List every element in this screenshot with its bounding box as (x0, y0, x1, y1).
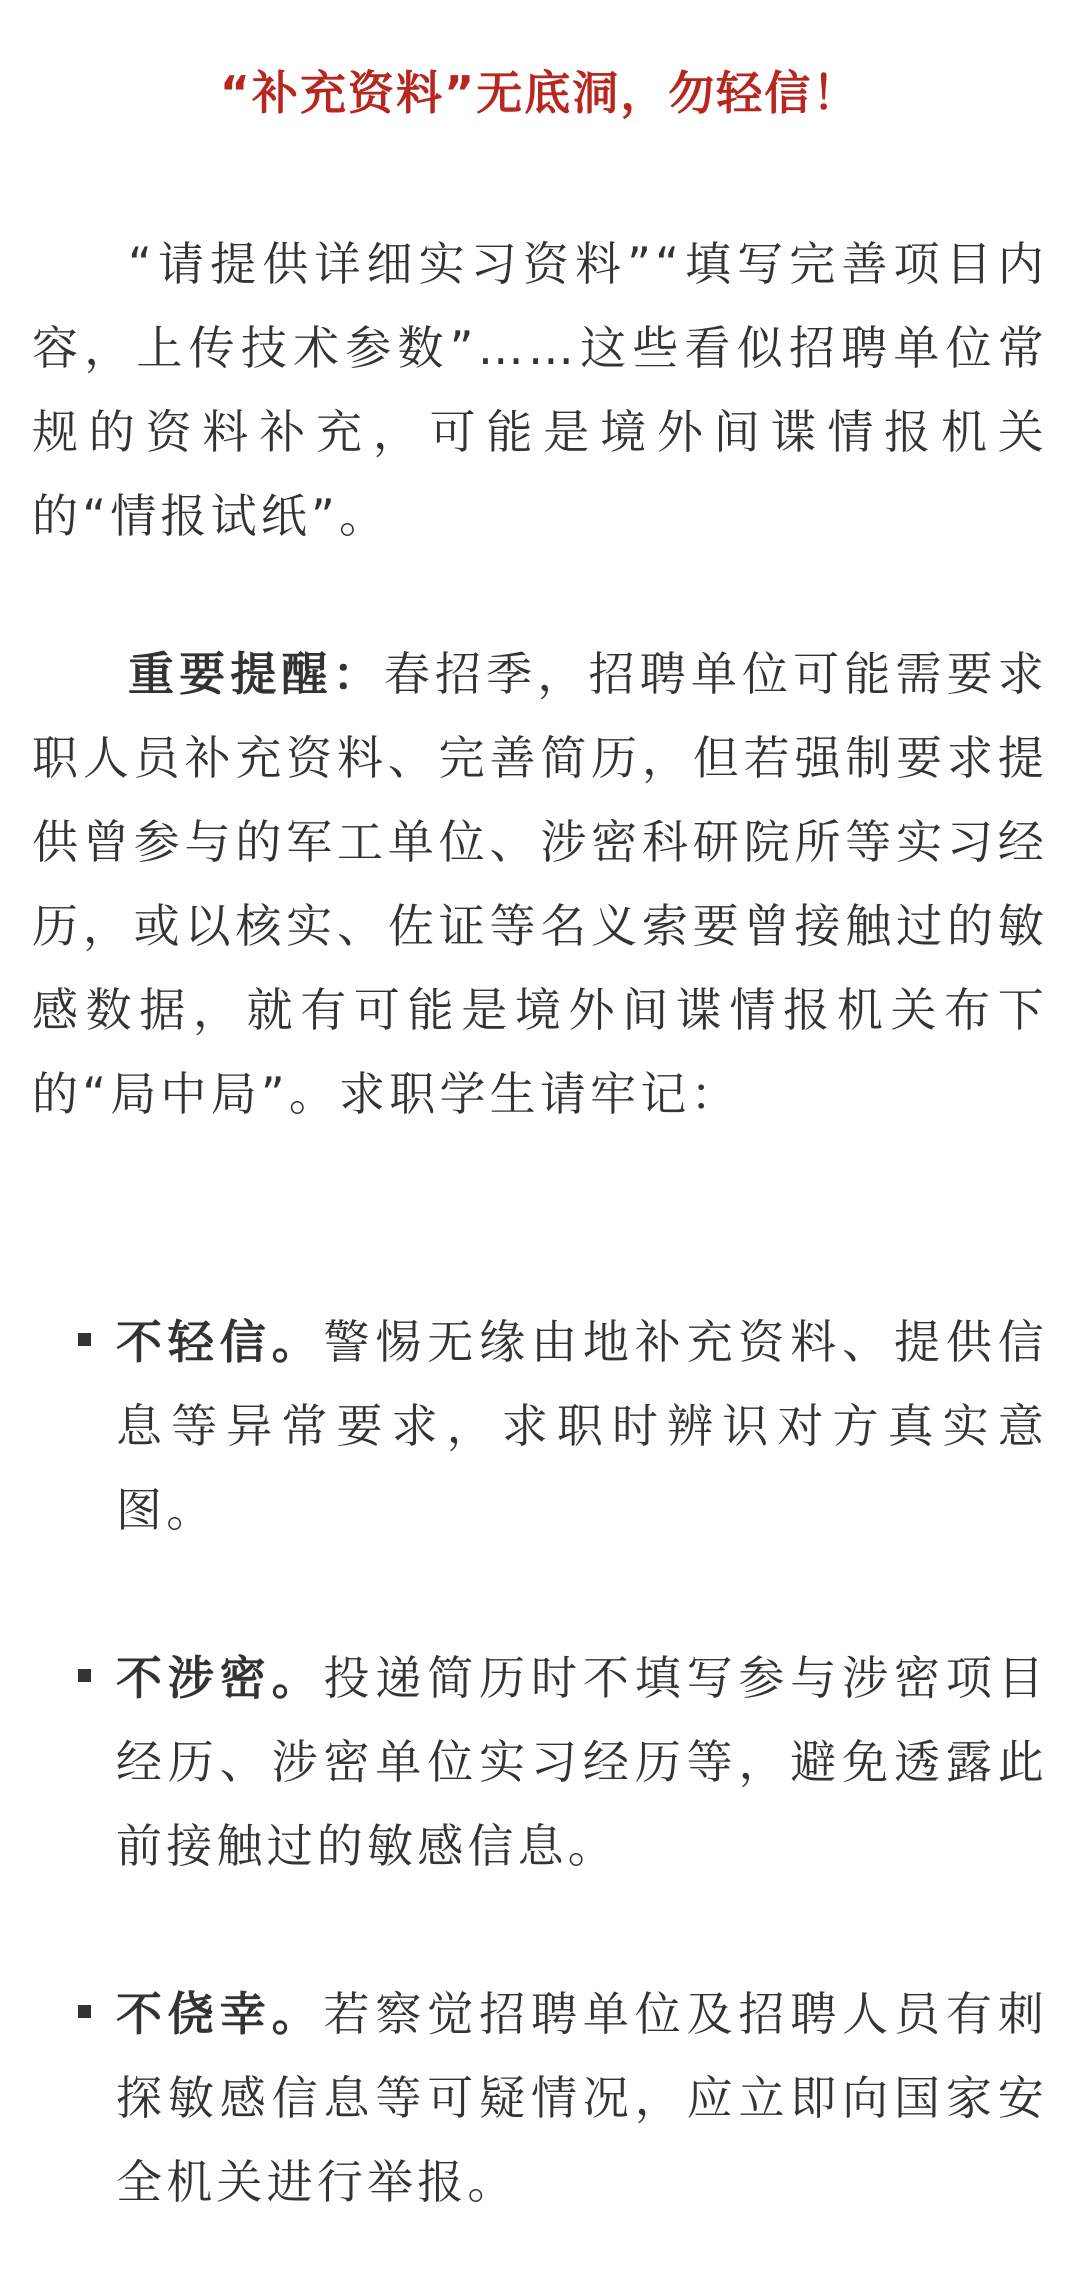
reminder-text: 春招季，招聘单位可能需要求职人员补充资料、完善简历，但若强制要求提供曾参与的军工单位、涉密科研院所等实习经历，或以核实、佐证等名义索要曾接触过的敏感数据，就有可能是境外间谍情报机关布下的“局中局”。求职学生请牢记： (32, 647, 1048, 1121)
reminder-paragraph (32, 632, 1048, 1136)
bullet-square-icon (78, 1333, 91, 1346)
tip-item-no-secrets (116, 1636, 1048, 1888)
tip-label: 不涉密。 (116, 1651, 324, 1705)
bullet-square-icon (78, 1669, 91, 1682)
tip-label: 不侥幸。 (116, 1987, 324, 2041)
intro-paragraph: “请提供详细实习资料”“填写完善项目内容，上传技术参数”……这些看似招聘单位常规的资料补充，可能是境外间谍情报机关的“情报试纸”。 (32, 237, 1048, 543)
bullet-square-icon (78, 2005, 91, 2018)
reminder-label: 重要提醒： (128, 647, 384, 701)
tip-text: 警惕无缘由地补充资料、提供信息等异常要求，求职时辨识对方真实意图。 (116, 1315, 1048, 1537)
tip-label: 不轻信。 (116, 1315, 324, 1369)
article-title: “补充资料”无底洞，勿轻信！ (219, 66, 861, 120)
tip-text: 若察觉招聘单位及招聘人员有刺探敏感信息等可疑情况，应立即向国家安全机关进行举报。 (116, 1987, 1048, 2209)
tip-item-no-trust (116, 1300, 1048, 1552)
tip-item-no-luck (116, 1972, 1048, 2224)
tip-text: 投递简历时不填写参与涉密项目经历、涉密单位实习经历等，避免透露此前接触过的敏感信息。 (116, 1651, 1048, 1873)
